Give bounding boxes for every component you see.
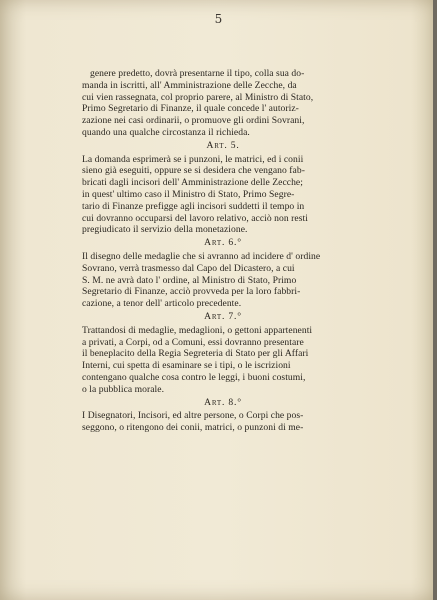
- text-line: Segretario di Finanze, acciò provveda per la loro fabbri-: [82, 286, 301, 298]
- article-heading: Art. 5.: [206, 139, 240, 151]
- text-line: il beneplacito della Regia Segreteria di Stato per gli Affari: [82, 348, 309, 360]
- text-line: cazione, a tenor dell' articolo precedente.: [82, 298, 242, 310]
- text-line: contengano qualche cosa contro le leggi, i buoni costumi,: [82, 371, 306, 383]
- text-line: pregiudicato il servizio della monetazione.: [82, 224, 248, 236]
- paragraph: [82, 325, 364, 396]
- text-line: o la pubblica morale.: [82, 383, 165, 395]
- text-line: I Disegnatori, Incisori, ed altre persone, o Corpi che pos-: [82, 410, 304, 422]
- text-line: bricati dagli incisori dell' Amministrazione delle Zecche;: [82, 177, 303, 189]
- text-line: a privati, a Corpi, od a Comuni, essi dovranno presentare: [82, 336, 304, 348]
- text-line: La domanda esprimerà se i punzoni, le matrici, ed i conii: [82, 153, 304, 165]
- text-line: genere predetto, dovrà presentarne il tipo, colla sua do-: [90, 68, 305, 79]
- article-heading: Art. 6.°: [204, 237, 242, 249]
- paragraph: [82, 410, 364, 434]
- document-body: [82, 68, 364, 434]
- text-line: Primo Segretario di Finanze, il quale concede l' autoriz-: [82, 103, 299, 115]
- text-line: Interni, cui spetta di esaminare se i tipi, o le iscrizioni: [82, 360, 291, 372]
- text-line: S. M. ne avrà dato l' ordine, al Ministro di Stato, Primo: [82, 274, 297, 286]
- text-line: seggono, o ritengono dei conii, matrici, o punzoni di me-: [82, 422, 304, 434]
- paragraph: [82, 251, 364, 310]
- text-line: zazione nei casi ordinarii, o promuove gli ordini Sovrani,: [82, 115, 305, 127]
- text-line: Il disegno delle medaglie che si avranno ad incidere d' ordine: [82, 250, 321, 262]
- text-line: manda in iscritti, all' Amministrazione delle Zecche, da: [82, 79, 297, 91]
- text-line: cui dovranno occuparsi del lavoro relativo, acciò non resti: [82, 212, 308, 224]
- text-line: Sovrano, verrà trasmesso dal Capo del Dicastero, a cui: [82, 262, 295, 274]
- page-edge: [433, 0, 437, 600]
- paragraph: [82, 154, 364, 237]
- text-line: quando una qualche circostanza il richieda.: [82, 126, 250, 138]
- article-heading: Art. 8.°: [204, 396, 242, 408]
- text-line: cui vien rassegnata, col proprio parere, al Ministro di Stato,: [82, 91, 314, 103]
- page-number: 5: [214, 12, 223, 26]
- text-line: Trattandosi di medaglie, medaglioni, o gettoni appartenenti: [82, 324, 313, 336]
- text-line: sieno già eseguiti, oppure se si desidera che vengano fab-: [82, 165, 305, 177]
- text-line: tario di Finanze prefigge agli incisori suddetti il tempo in: [82, 200, 305, 212]
- paragraph: [82, 68, 364, 139]
- text-line: in quest' ultimo caso il Ministro di Stato, Primo Segre-: [82, 188, 295, 200]
- article-heading: Art. 7.°: [204, 310, 242, 322]
